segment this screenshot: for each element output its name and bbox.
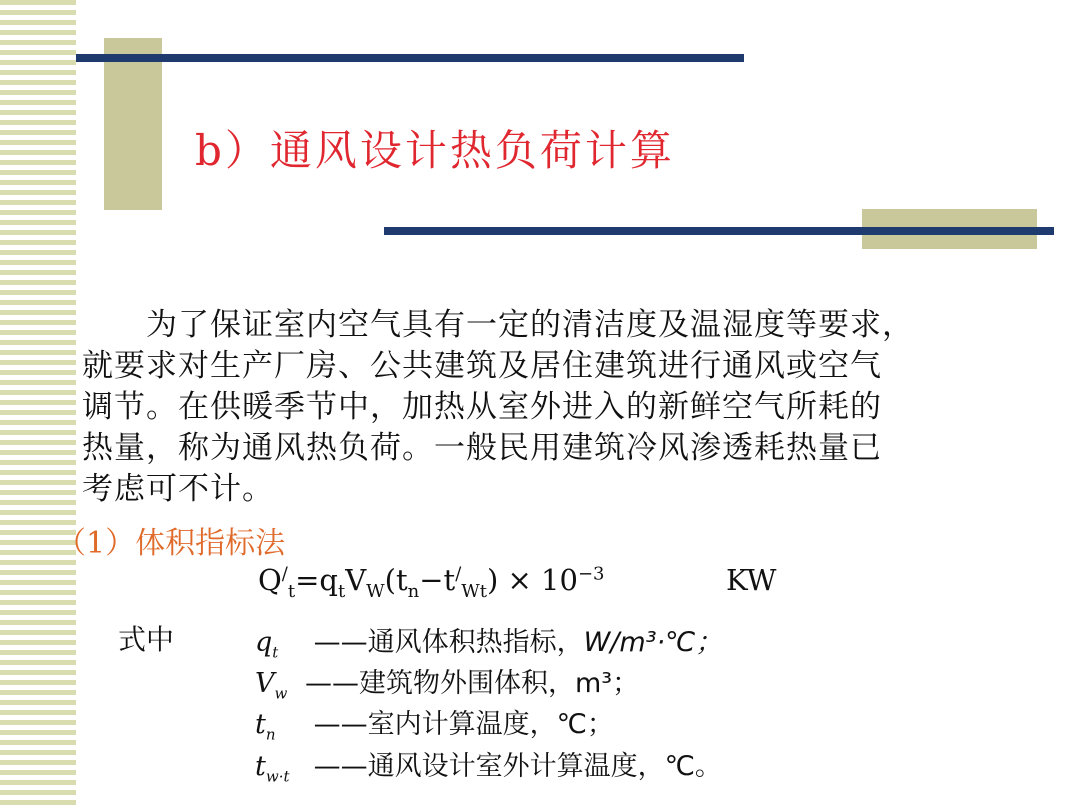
definition-symbol: $q_t$ xyxy=(255,627,279,662)
method-heading: （1）体积指标法 xyxy=(56,526,286,561)
definition-row xyxy=(255,661,639,702)
definition-symbol: $t_{w\cdot t}$ xyxy=(255,751,290,786)
formula-v-sub: W xyxy=(366,580,385,602)
formula-t-sup: / xyxy=(455,563,462,585)
formula-qt-sub: t xyxy=(337,580,346,602)
definition-row xyxy=(255,744,722,785)
paragraph-line: 热量，称为通风热负荷。一般民用建筑冷风渗透耗热量已 xyxy=(82,430,882,466)
paragraph-line: 就要求对生产厂房、公共建筑及居住建筑进行通风或空气 xyxy=(82,348,882,384)
definition-description: ——室内计算温度， xyxy=(305,709,557,740)
definition-symbol: $V_w$ xyxy=(255,668,288,703)
definition-description: ——通风体积热指标， xyxy=(305,627,584,658)
definition-symbol: $t_n$ xyxy=(255,709,276,744)
formula-q-sub: t xyxy=(287,580,296,602)
definition-unit: ℃； xyxy=(556,709,614,740)
definition-description: ——通风设计室外计算温度， xyxy=(305,751,665,782)
formula-exp: −3 xyxy=(577,563,605,585)
definition-row xyxy=(255,702,614,743)
formula-minus-t: −t xyxy=(419,563,456,597)
middle-rule xyxy=(384,227,1054,235)
slide-title: b）通风设计热负荷计算 xyxy=(195,126,675,175)
paragraph-line: 为了保证室内空气具有一定的清洁度及温湿度等要求， xyxy=(82,307,914,343)
formula-v: V xyxy=(345,563,367,597)
left-stripe-decoration xyxy=(0,0,76,810)
formula-t-sub: Wt xyxy=(461,580,487,602)
paragraph-line: 调节。在供暖季节中，加热从室外进入的新鲜空气所耗的 xyxy=(82,389,882,425)
formula-eq: =q xyxy=(295,563,338,597)
formula-q: Q xyxy=(258,563,282,597)
formula-paren: (t xyxy=(384,563,408,597)
formula-tn-sub: n xyxy=(407,580,420,602)
top-rule xyxy=(76,54,744,62)
paragraph-line: 考虑可不计。 xyxy=(82,471,274,507)
formula-unit: KW xyxy=(726,563,777,597)
definition-row xyxy=(255,620,722,661)
definition-unit: m³； xyxy=(575,668,640,699)
definitions-label: 式中 xyxy=(118,623,175,656)
formula-q-sup: / xyxy=(281,563,288,585)
definition-unit: ℃。 xyxy=(664,751,722,782)
definition-unit: W/m³·℃； xyxy=(583,627,723,658)
definition-description: ——建筑物外围体积， xyxy=(305,668,575,699)
body-paragraph xyxy=(82,305,1017,510)
formula xyxy=(258,563,777,602)
olive-vertical-accent xyxy=(104,38,162,210)
formula-tail: ) × 10 xyxy=(487,563,578,597)
